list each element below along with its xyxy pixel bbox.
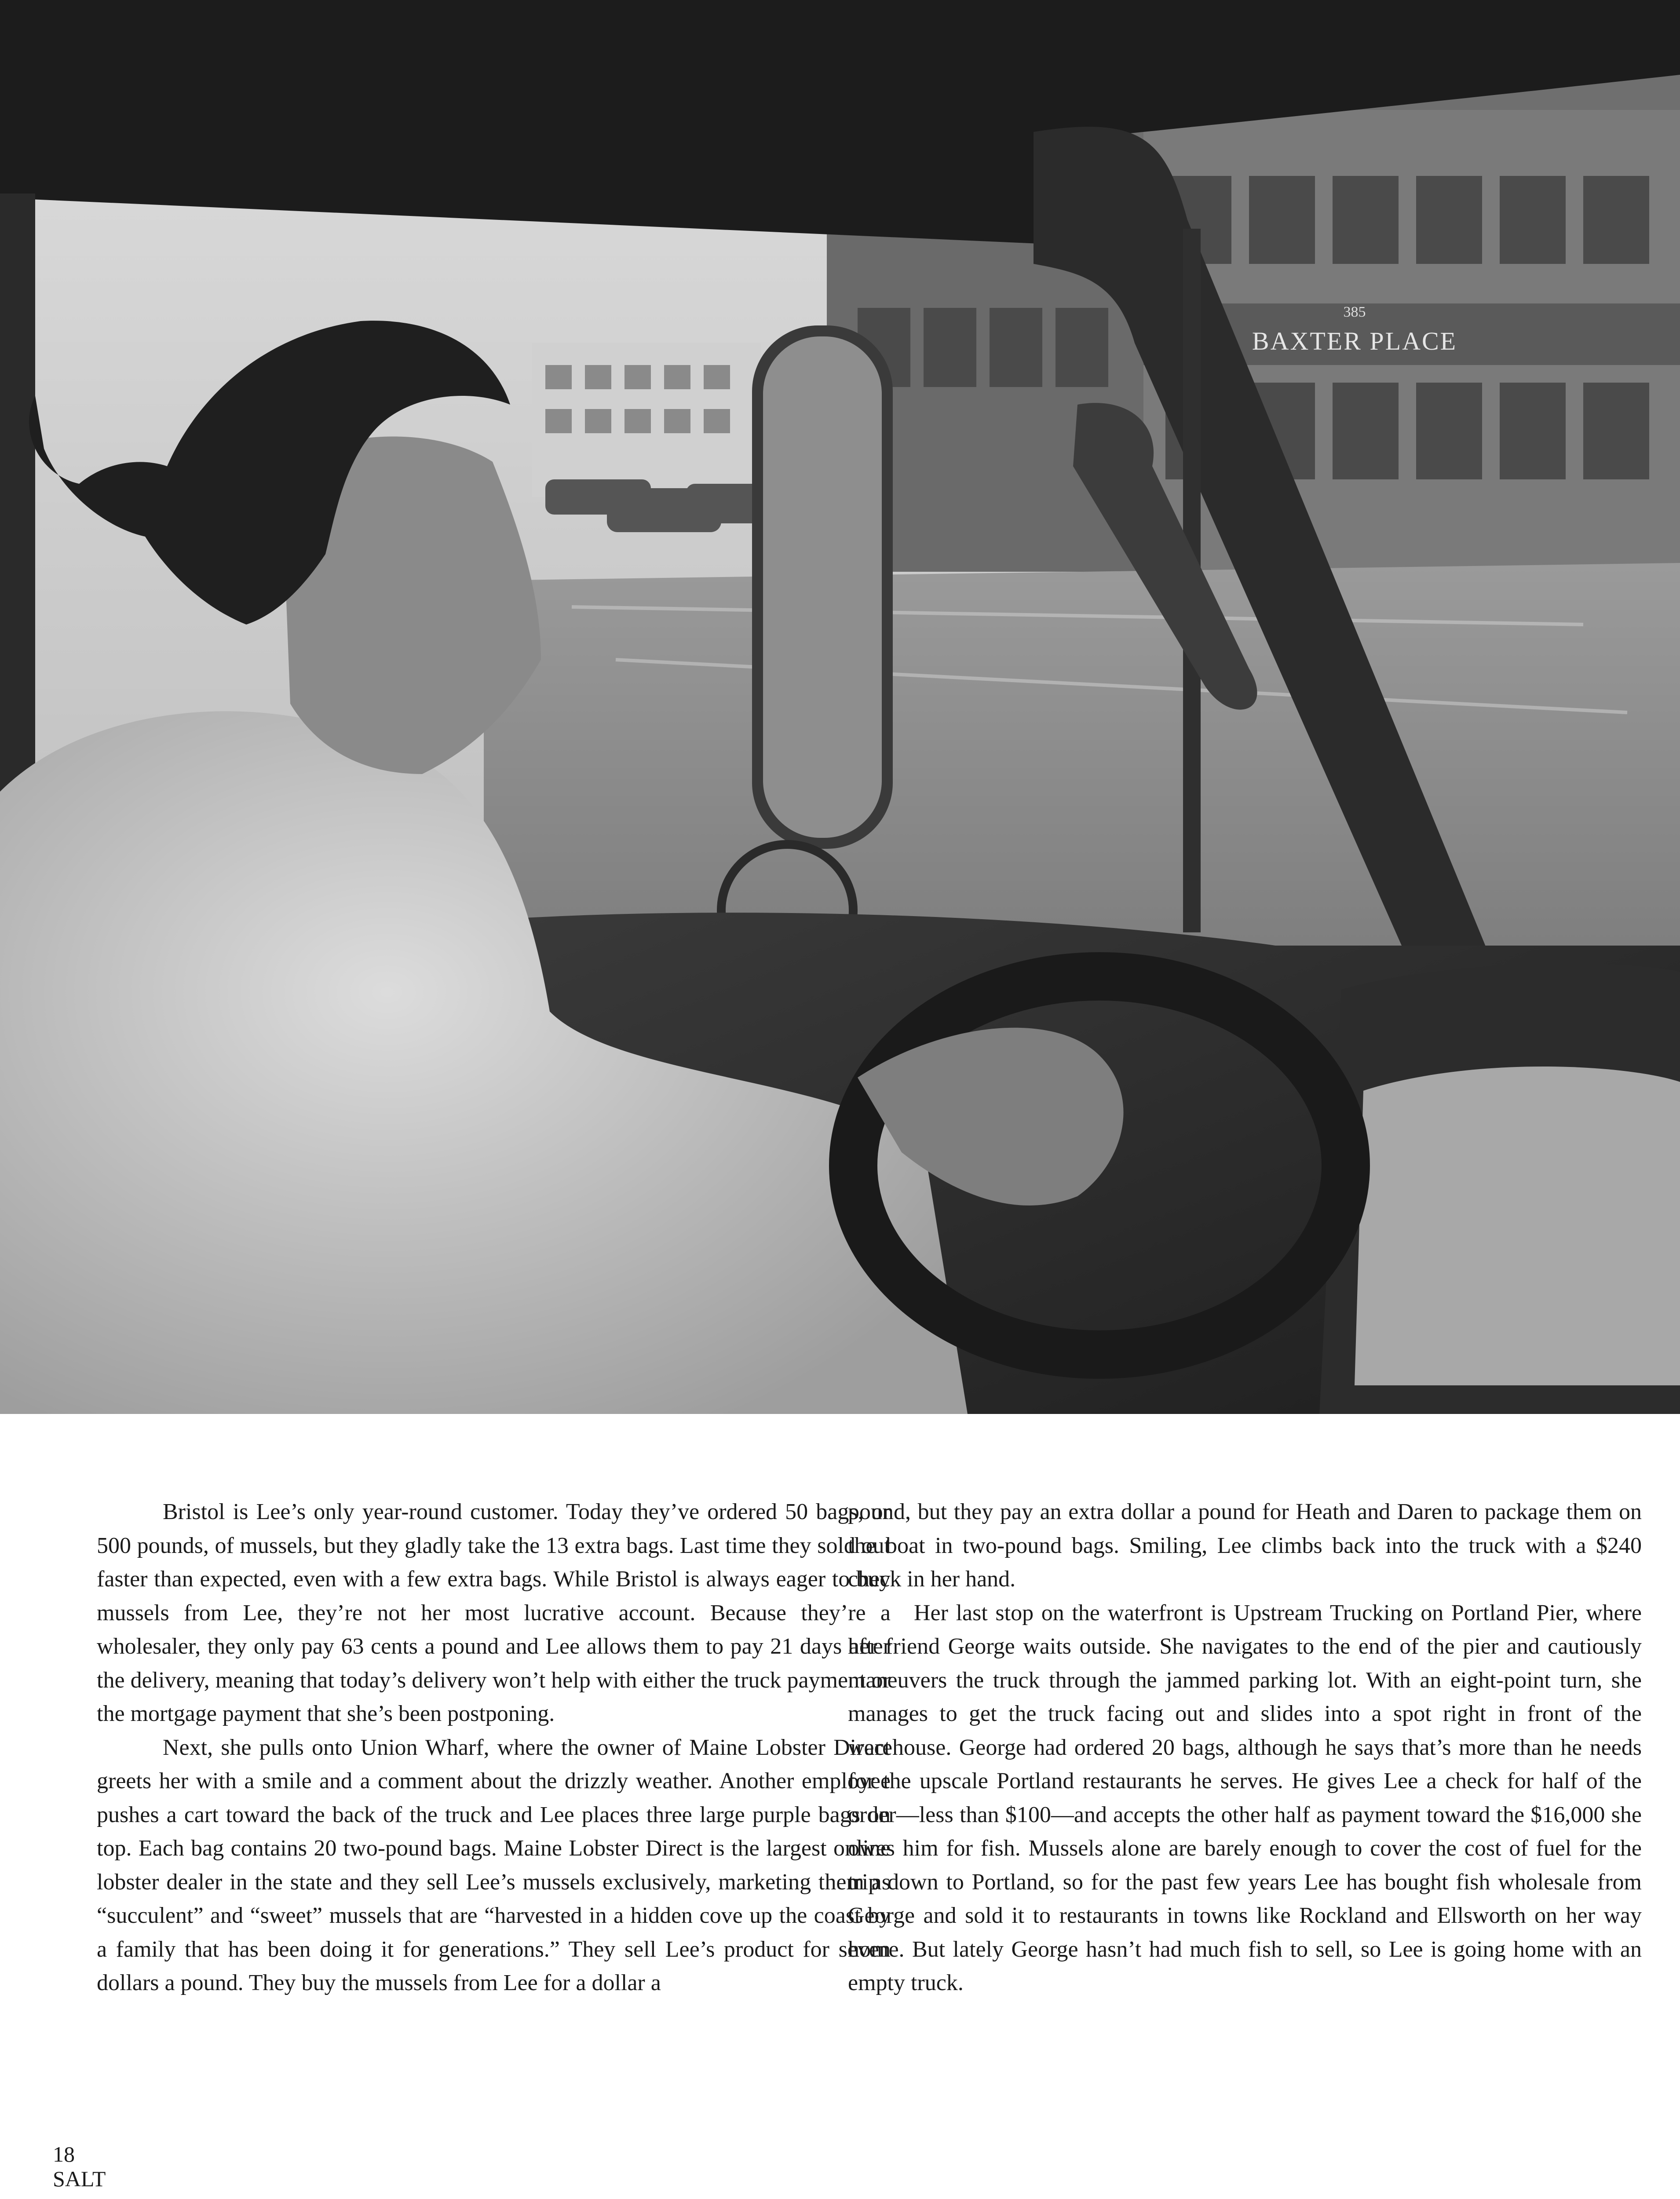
page-number: 18 <box>53 2142 75 2166</box>
paragraph: Bristol is Lee’s only year-round customer. Today they’ve ordered 50 bags, or 500 pounds, of mussels, but they gladly take the 13 extra bags. Last time they sold out faster than expected, even with a few extra bags. While Bristol is always eager to buy mussels from Lee, they’re not her most lucrative account. Because they’re a wholesaler, they only pay 63 cents a pound and Lee allows them to pay 21 days after the delivery, meaning that today’s delivery won’t help with either the truck payment or the mortgage payment that she’s been postponing. <box>97 1499 891 1726</box>
sign-number: 385 <box>1343 304 1366 320</box>
article-column-left <box>97 1495 891 2000</box>
folio <box>53 2142 106 2191</box>
publication-name: SALT <box>53 2166 106 2191</box>
paragraph: Her last stop on the waterfront is Upstream Trucking on Portland Pier, where her friend George waits outside. She navigates to the end of the pier and cautiously maneuvers the truck through the jammed parking lot. With an eight-point turn, she manages to get the truck facing out and slides into a spot right in front of the warehouse. George had ordered 20 bags, although he says that’s more than he needs for the upscale Portland restaurants he serves. He gives Lee a check for half of the order—less than $100—and accepts the other half as payment toward the $16,000 she owes him for fish. Mussels alone are barely enough to cover the cost of fuel for the trip down to Portland, so for the past few years Lee has bought fish wholesale from George and sold it to restaurants in towns like Rockland and Ellsworth on her way home. But lately George hasn’t had much fish to sell, so Lee is going home with an empty truck. <box>848 1600 1642 1995</box>
article-column-right <box>848 1495 1642 2000</box>
paragraph: pound, but they pay an extra dollar a pound for Heath and Daren to package them on the boat in two-pound bags. Smiling, Lee climbs back into the truck with a $240 check in her hand. <box>848 1499 1642 1592</box>
building-sign: BAXTER PLACE <box>1252 327 1457 355</box>
paragraph: Next, she pulls onto Union Wharf, where the owner of Maine Lobster Direct greets her with a smile and a comment about the drizzly weather. Another employee pushes a cart toward the back of the truck and Lee places three large purple bags on top. Each bag contains 20 two-pound bags. Maine Lobster Direct is the largest online lobster dealer in the state and they sell Lee’s mussels exclusively, marketing them as “succulent” and “sweet” mussels that are “harvested in a hidden cove up the coast by a family that has been doing it for generations.” They sell Lee’s product for seven dollars a pound. They buy the mussels from Lee for a dollar a <box>97 1735 891 1995</box>
